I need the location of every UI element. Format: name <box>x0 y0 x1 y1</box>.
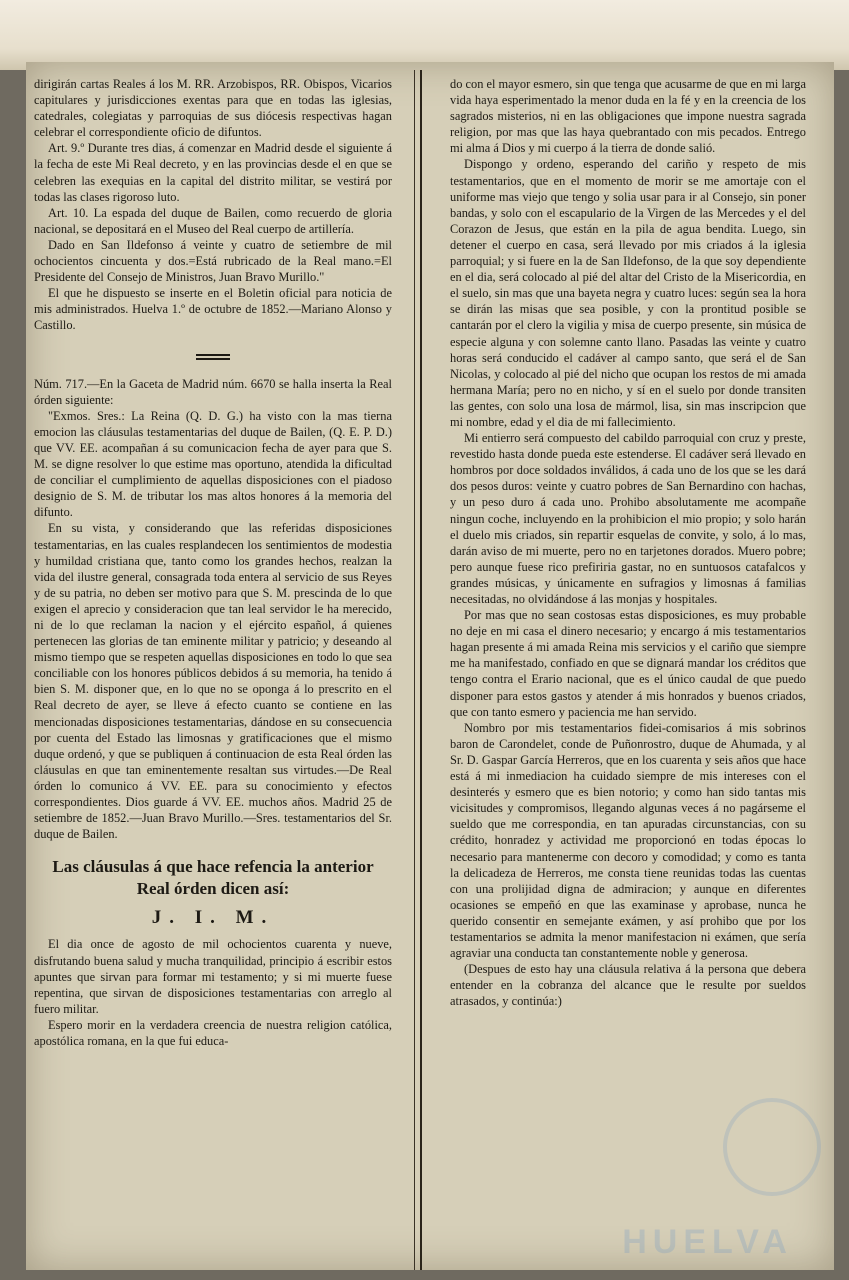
testament-paragraph: Espero morir en la verdadera creencia de nuestra religion católica, apostólica romana, en la que fui educa- <box>34 1017 392 1048</box>
testament-paragraph: El dia once de agosto de mil ochocientos cuarenta y nueve, disfrutando buena salud y mucha tranquilidad, principio á escribir estos apuntes que sirvan para formar mi testamento; y si mi muerte fuese repentina, que sirvan de disposiciones testamentarias con arreglo al fuero militar. <box>34 937 392 1016</box>
section-separator <box>34 348 392 364</box>
article-9: Art. 9.º Durante tres dias, á comenzar en Madrid desde el siguiente á la fecha de este Mi Real decreto, y en las provincias desde el en que se celebren las exequias en la capital del distrito militar, se vestirá por todas las clases rigoroso luto. <box>34 141 392 204</box>
section-heading: Las cláusulas á que hace refencia la anterior Real órden dicen así: <box>52 857 374 899</box>
testament-note: (Despues de esto hay una cláusula relativa á la persona que debera entender en la cobranza del alcance que le resulte por sueldos atrasados, y continúa:) <box>450 962 806 1009</box>
testament-paragraph: Por mas que no sean costosas estas disposiciones, es muy probable no deje en mi casa el dinero necesario; y encargo á mis testamentarios hagan presente á mi amada Reina mis servicios y el cariño que siempre me ha manifestado, confiado en que se dignará mandar los créditos que tengo contra el Erario nacional, que es el único caudal de que puedo disponer para estos gastos y atender á mis honrados y buenos criados, que con tanto esmero y paciencia me han servido. <box>450 608 806 719</box>
order-number: Núm. 717.—En la Gaceta de Madrid núm. 6670 se halla inserta la Real órden siguiente: <box>34 376 392 407</box>
monogram-heading: J. I. M. <box>151 907 275 929</box>
library-seal-icon <box>723 1098 821 1196</box>
right-column <box>450 76 806 1260</box>
decree-signature: Dado en San Ildefonso á veinte y cuatro de setiembre de mil ochocientos cincuenta y dos.=Está rubricado de la Real mano.=El Presidente del Consejo de Ministros, Juan Bravo Murillo." <box>34 237 392 285</box>
paragraph: dirigirán cartas Reales á los M. RR. Arzobispos, RR. Obispos, Vicarios capitulares y jurisdicciones exentas para que en todas las iglesias, catedrales, colegiatas y parroquias de sus diócesis respectivas hagan celebrar el correspondiente oficio de difuntos. <box>34 77 392 140</box>
testament-paragraph: Mi entierro será compuesto del cabildo parroquial con cruz y preste, revestido hasta donde pueda este estenderse. El cadáver será llevado en hombros por doce soldados inválidos, á cada uno de los que se les dará dos pesos duros: veinte y cuatro pobres de San Bernardino con hachas, y un peso duro á cada uno. Prohibo absolutamente me acompañe ningun coche, incluyendo en la prohibicion el mio propio; y solo harán el duelo mis criados, sin repartir esquelas de convite, y solo, á lo mas, darán aviso de mi muerte, pero no en tarjetones dorados. Muero pobre; pero aunque fuese rico prefiriria gastar, no en suntuosos catafalcos y grandes músicas, y únicamente en sufragios y limosnas á familias necesitadas, no olvidándose á las monjas y hospitales. <box>450 431 806 606</box>
column-rule <box>420 70 422 1270</box>
watermark: HUELVA <box>622 1223 793 1261</box>
testament-paragraph: Dispongo y ordeno, esperando del cariño y respeto de mis testamentarios, que en el momento de morir se me amortaje con el uniforme mas viejo que tengo y solia usar para ir al Consejo, sin poner bandas, y solo con el escapulario de la Virgen de las Mercedes y el del Corazon de Jesus, que están en la pila de agua bendita. Luego, sin detener el cuerpo en casa, será llevado por mis criados á la iglesia parroquial; y si fuere en la de San Ildefonso, de la que soy dependiente en el dia, será colocado al pié del altar del Cristo de la Misericordia, en el suelo, sin mas que una bayeta negra y cuatro luces: según sea la hora se dirán las misas que sea posible, y con la prontitud posible se cantarán por el clero la vigilia y misa de cuerpo presente, sin música de especie alguna y con solemne canto llano. Pasadas las veinte y cuatro horas será conducido el cadáver al campo santo, que será el de San Nicolas, y colocado al pié del nicho que ocupan los restos de mi amada hermana María; pero no en nicho, y sí en el suelo por donde transiten las gentes, con solo una losa de mármol, lisa, sin mas inscripcion que mi nombre, edad y el dia de mi fallecimiento. <box>450 157 806 429</box>
left-column <box>34 76 392 1260</box>
publication-note: El que he dispuesto se inserte en el Boletin oficial para noticia de mis administrados. Huelva 1.º de octubre de 1852.—Mariano Alonso y Castillo. <box>34 286 392 333</box>
testament-paragraph: Nombro por mis testamentarios fidei-comisarios á mis sobrinos baron de Carondelet, conde de Puñonrostro, duque de Ahumada, y al Sr. D. Gaspar García Herreros, que en los cuarenta y seis años que hace está á mi inmediacion ha cuidado siempre de mis intereses con el desinterés y esmero que es bien notorio; y como han sido tantas mis vicisitudes y compromisos, llegando algunas veces á no pagárseme el sueldo que me correspondia, en tan apuradas circunstancias, con su crédito, honradez y actividad me proporcionó en todas épocas lo necesario para mantenerme con decoro y comodidad; y como es tanta la delicadeza de Herreros, me consta tiene reunidas todas las cuentas con una prolijidad digna de admiracion; y aunque en diferentes ocasiones se empeñó en que las examinase y aprobase, nunca he querido consentir en semejante exámen, y así prohibo que por los testamentarios se admita la menor manifestacion ni exámen, que sería agraviar una conducta tan constantemente noble y generosa. <box>450 720 806 961</box>
royal-order-text-2: En su vista, y considerando que las referidas disposiciones testamentarias, en las cuales resplandecen los sentimientos de modestia y humildad cristiana que, tanto como los grandes hechos, realzan la vida del ilustre general, consagrada toda entera al servicio de sus Reyes y de su patria, no deben ser motivo para que S. M. prescinda de lo que exigen el aprecio y consideracion que tan leal servidor le ha merecido, ni de lo que reclaman la nacion y el ejército español, á quienes pertenecen las glorias de tan eminente militar y patricio; y deseando al mismo tiempo que se respeten aquellas disposiciones en todo lo que sea conciliable con los honores públicos debidos á su memoria, ha tenido á bien S. M. disponer que, en lo que no se oponga á lo prescrito en el Real decreto de ayer, se lleve á efecto cuanto se contiene en las mencionadas disposiciones testamentarias, dándose en su consecuencia por cuenta del Estado las limosnas y gratificaciones que el mismo duque ordenó, y que se publiquen á continuacion de esta Real órden las cláusulas en que tan eminentemente resaltan sus virtudes.—De Real órden lo comunico á VV. EE. para su conocimiento y efectos correspondientes. Dios guarde á VV. EE. muchos años. Madrid 25 de setiembre de 1852.—Juan Bravo Murillo.—Sres. testamentarios del Sr. duque de Bailen. <box>34 521 392 842</box>
column-rule-thin <box>414 70 415 1270</box>
article-10: Art. 10. La espada del duque de Bailen, como recuerdo de gloria nacional, se depositará en el Museo del Real cuerpo de artillería. <box>34 205 392 236</box>
testament-paragraph: do con el mayor esmero, sin que tenga que acusarme de que en mi larga vida haya esperimentado la menor duda en la fé y en la creencia de los sagrados misterios, ni en las obligaciones que impone nuestra sagrada religion, por mas que las haya quebrantado con mis pecados. Entrego mi alma á Dios y mi cuerpo á la tierra de donde salió. <box>450 77 806 156</box>
royal-order-text: "Exmos. Sres.: La Reina (Q. D. G.) ha visto con la mas tierna emocion las cláusulas testamentarias del duque de Bailen, (Q. E. P. D.) que VV. EE. acompañan á su comunicacion fecha de ayer para que S. M. se digne resolver lo que estime mas oportuno, atendida la dificultad de conciliar el cumplimiento de aquellas disposiciones con el piadoso designio de S. M. de tributar los mas altos honores á la memoria del difunto. <box>34 408 392 520</box>
page-top-edge <box>0 0 849 70</box>
